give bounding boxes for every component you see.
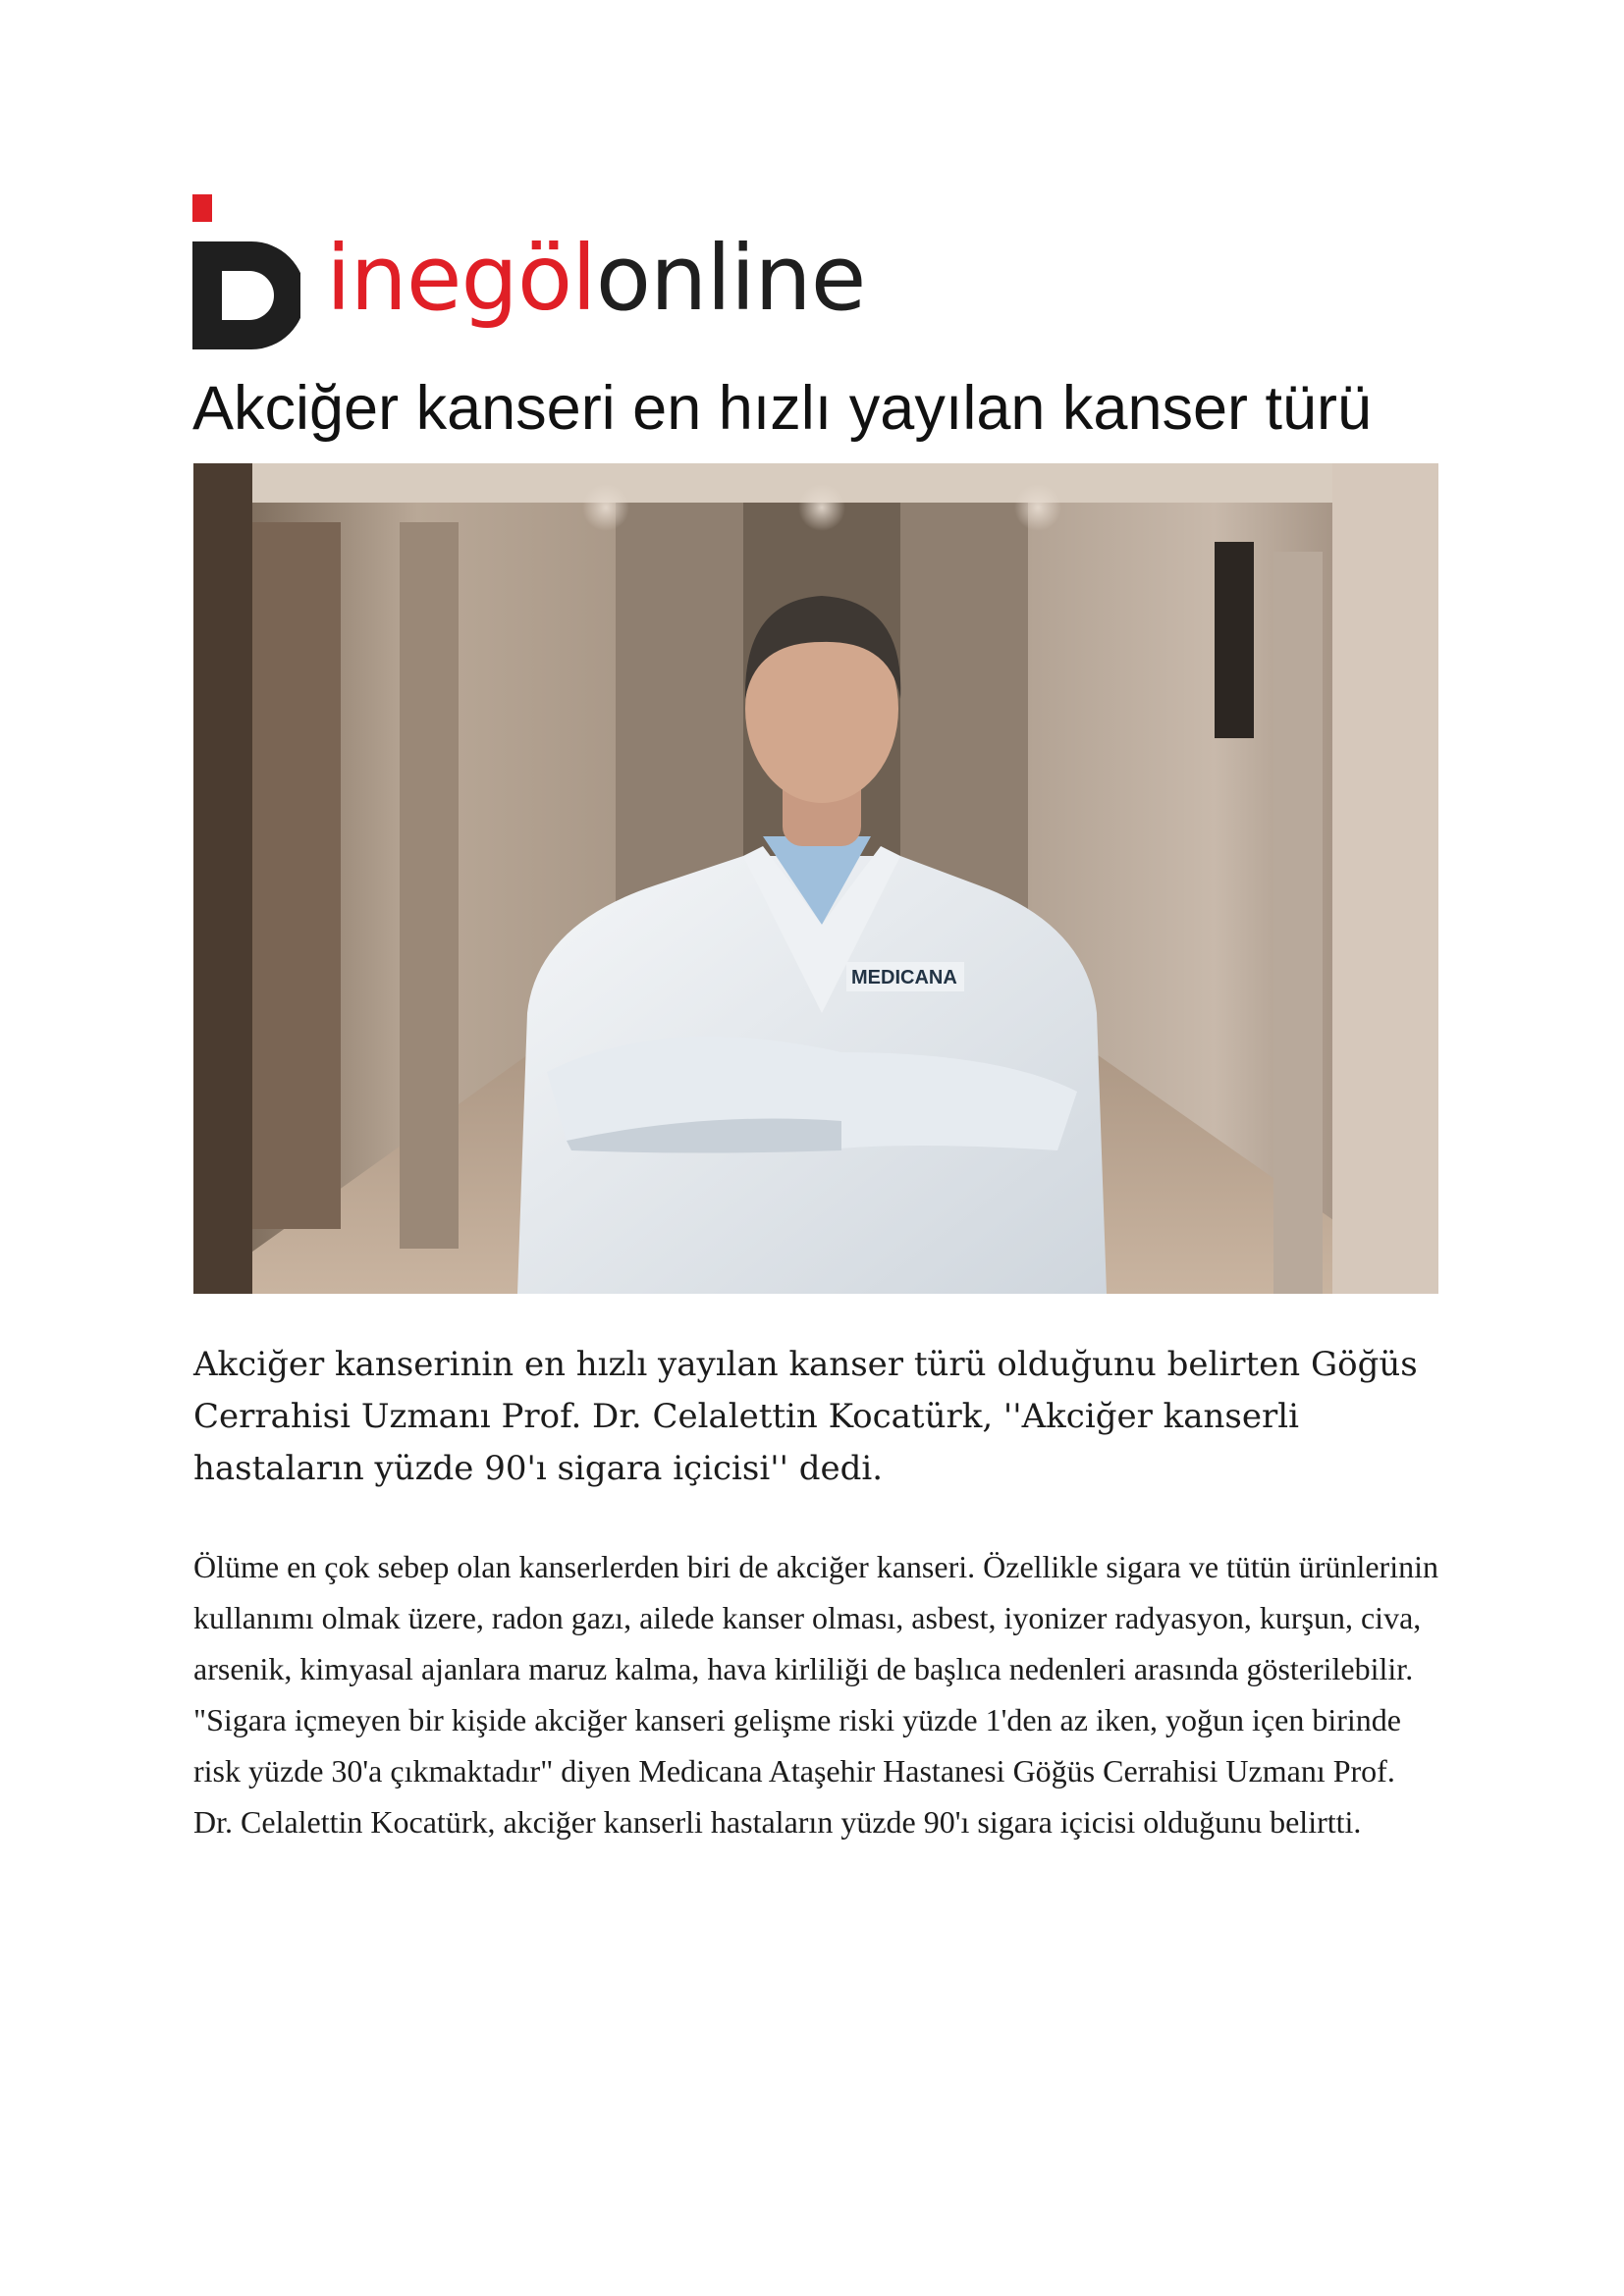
article-body: Ölüme en çok sebep olan kanserlerden biri de akciğer kanseri. Özellikle sigara ve tütün ürünlerinin kullanımı olmak üzere, radon gazı, ailede kanser olması, asbest, iyonizer radyasyon, kurşun, civa, arsenik, kimyasal ajanlara maruz kalma, hava kirliliği de başlıca nedenleri arasında gösterilebilir. "Sigara içmeyen bir kişide akciğer kanseri gelişme riski yüzde 1'den az iken, yoğun içen birinde risk yüzde 30'a çıkmaktadır" diyen Medicana Ataşehir Hastanesi Göğüs Cerrahisi Uzmanı Prof. Dr. Celalettin Kocatürk, akciğer kanserli hastaların yüzde 90'ı sigara içicisi olduğunu belirtti. <box>193 1549 1438 1840</box>
coat-logo-text: MEDICANA <box>851 967 957 988</box>
logo-wordmark <box>326 226 866 349</box>
logo-text-black: online <box>595 226 866 331</box>
site-logo[interactable] <box>192 192 899 349</box>
article-title: Akciğer kanseri en hızlı yayılan kanser türü <box>192 374 1373 443</box>
logo-text-red: inegöl <box>326 226 596 331</box>
article-photo <box>193 463 1438 1294</box>
article-lead: Akciğer kanserinin en hızlı yayılan kanser türü olduğunu belirten Göğüs Cerrahisi Uzmanı Prof. Dr. Celalettin Kocatürk, ''Akciğer kanserli hastaların yüzde 90'ı sigara içicisi'' dedi. <box>193 1345 1418 1488</box>
logo-mark-icon <box>192 194 300 349</box>
